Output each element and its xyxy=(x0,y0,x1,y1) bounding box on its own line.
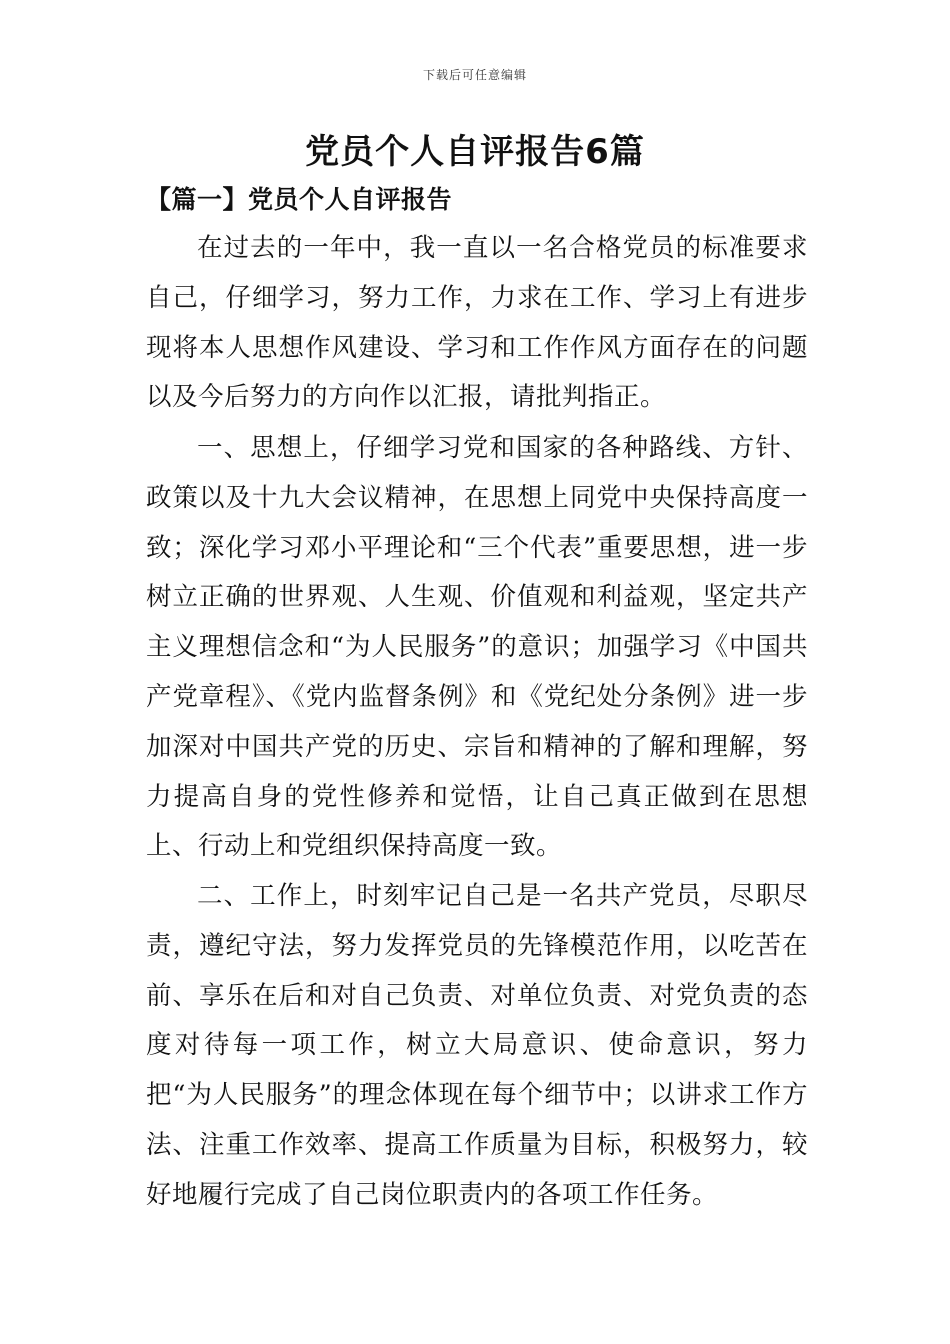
body-paragraph-3: 二、工作上，时刻牢记自己是一名共产党员，尽职尽责，遵纪守法，努力发挥党员的先锋模范作用，以吃苦在前、享乐在后和对自己负责、对单位负责、对党负责的态度对待每一项工作，树立大局意识、使命意识，努力把“为人民服务”的理念体现在每个细节中；以讲求工作方法、注重工作效率、提高工作质量为目标，积极努力，较好地履行完成了自己岗位职责内的各项工作任务。 xyxy=(146,881,808,1210)
body-paragraph-1: 在过去的一年中，我一直以一名合格党员的标准要求自己，仔细学习，努力工作，力求在工作、学习上有进步现将本人思想作风建设、学习和工作作风方面存在的问题以及今后努力的方向作以汇报，请批判指正。 xyxy=(146,233,808,413)
document-title: 党员个人自评报告6篇 xyxy=(305,132,645,172)
header-note: 下载后可任意编辑 xyxy=(422,68,527,82)
body-paragraph-2: 一、思想上，仔细学习党和国家的各种路线、方针、政策以及十九大会议精神，在思想上同党中央保持高度一致；深化学习邓小平理论和“三个代表”重要思想，进一步树立正确的世界观、人生观、价值观和利益观，坚定共产主义理想信念和“为人民服务”的意识；加强学习《中国共产党章程》、《党内监督条例》和《党纪处分条例》进一步加深对中国共产党的历史、宗旨和精神的了解和理解，努力提高自身的党性修养和觉悟，让自己真正做到在思想上、行动上和党组织保持高度一致。 xyxy=(146,433,808,862)
section-heading: 【篇一】党员个人自评报告 xyxy=(146,185,453,214)
